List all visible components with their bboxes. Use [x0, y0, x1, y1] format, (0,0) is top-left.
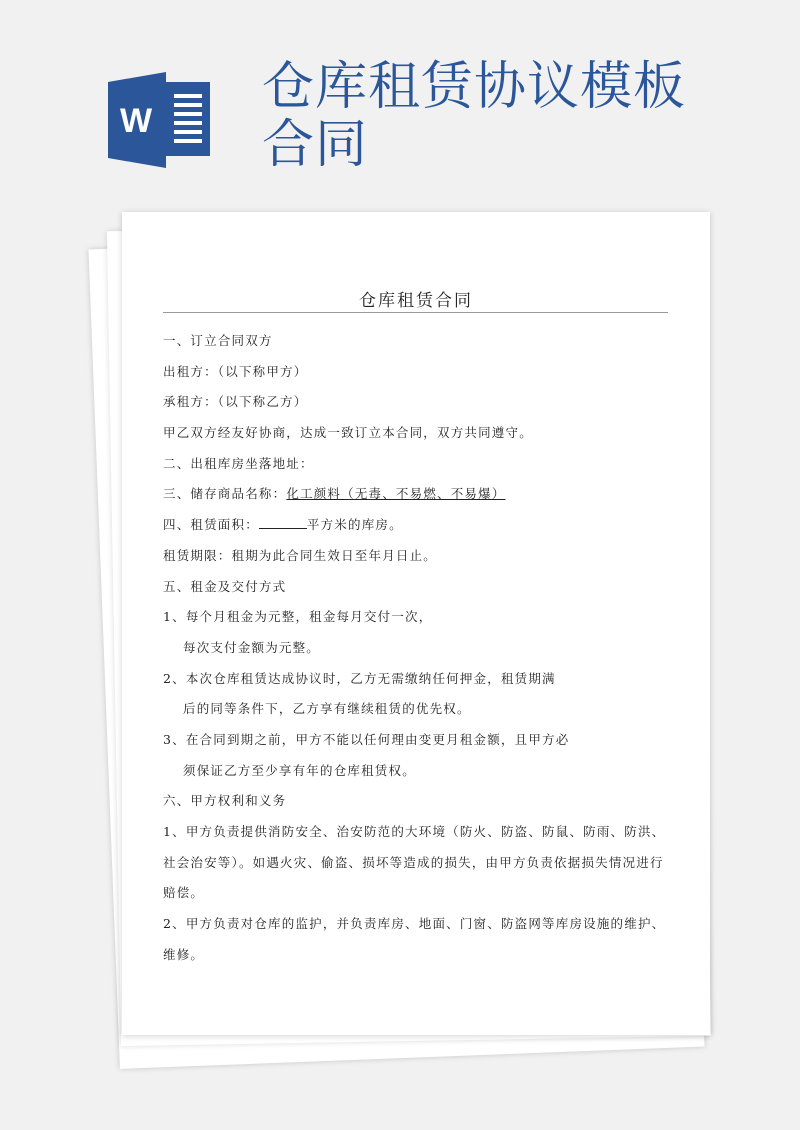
section-heading: 一、订立合同双方	[163, 333, 273, 348]
paragraph: 出租方：（以下称甲方）	[163, 363, 308, 379]
paragraph: 租赁期限：租期为此合同生效日至年月日止。	[163, 547, 438, 563]
paragraph: 1、甲方负责提供消防安全、治安防范的大环境（防火、防盗、防鼠、防雨、防洪、	[163, 824, 666, 839]
document-page	[122, 212, 710, 1035]
section-heading: 六、甲方权利和义务	[163, 793, 287, 809]
goods-name-value: 化工颜料（无毒、不易燃、不易爆）	[286, 486, 506, 502]
paragraph: 后的同等条件下，乙方享有继续租赁的优先权。	[183, 701, 471, 717]
paragraph: 每次支付金额为元整。	[183, 639, 321, 655]
svg-text:W: W	[119, 102, 153, 140]
area-blank-field	[259, 516, 307, 529]
paragraph: 2、本次仓库租赁达成协议时，乙方无需缴纳任何押金，租赁期满	[163, 670, 556, 686]
section-heading	[163, 483, 673, 514]
paragraph: 承租方：（以下称乙方）	[163, 394, 308, 410]
paragraph: 须保证乙方至少享有年的仓库租赁权。	[183, 762, 416, 778]
hero-title: 仓库租赁协议模板合同	[262, 57, 687, 175]
paragraph: 1、每个月租金为元整，租金每月交付一次，	[163, 609, 433, 625]
paragraph: 赔偿。	[163, 885, 205, 901]
word-logo-icon	[108, 72, 214, 168]
paragraph: 维修。	[163, 946, 205, 962]
document-title: 仓库租赁合同	[359, 291, 473, 311]
section-heading	[163, 514, 673, 545]
document-body	[163, 330, 673, 974]
label: 平方米的库房。	[306, 517, 403, 533]
section-heading: 五、租金及交付方式	[163, 578, 287, 594]
title-divider	[163, 312, 668, 313]
paragraph: 3、在合同到期之前，甲方不能以任何理由变更月租金额，且甲方必	[163, 731, 570, 747]
paragraph: 社会治安等）。如遇火灾、偷盗、损坏等造成的损失，由甲方负责依据损失情况进行	[163, 854, 664, 870]
paragraph: 甲乙双方经友好协商，达成一致订立本合同，双方共同遵守。	[163, 425, 533, 441]
label: 三、储存商品名称：	[163, 486, 287, 502]
label: 四、租赁面积：	[163, 517, 259, 533]
section-heading: 二、出租库房坐落地址：	[163, 455, 314, 471]
paragraph: 2、甲方负责对仓库的监护，并负责库房、地面、门窗、防盗网等库房设施的维护、	[163, 916, 666, 932]
